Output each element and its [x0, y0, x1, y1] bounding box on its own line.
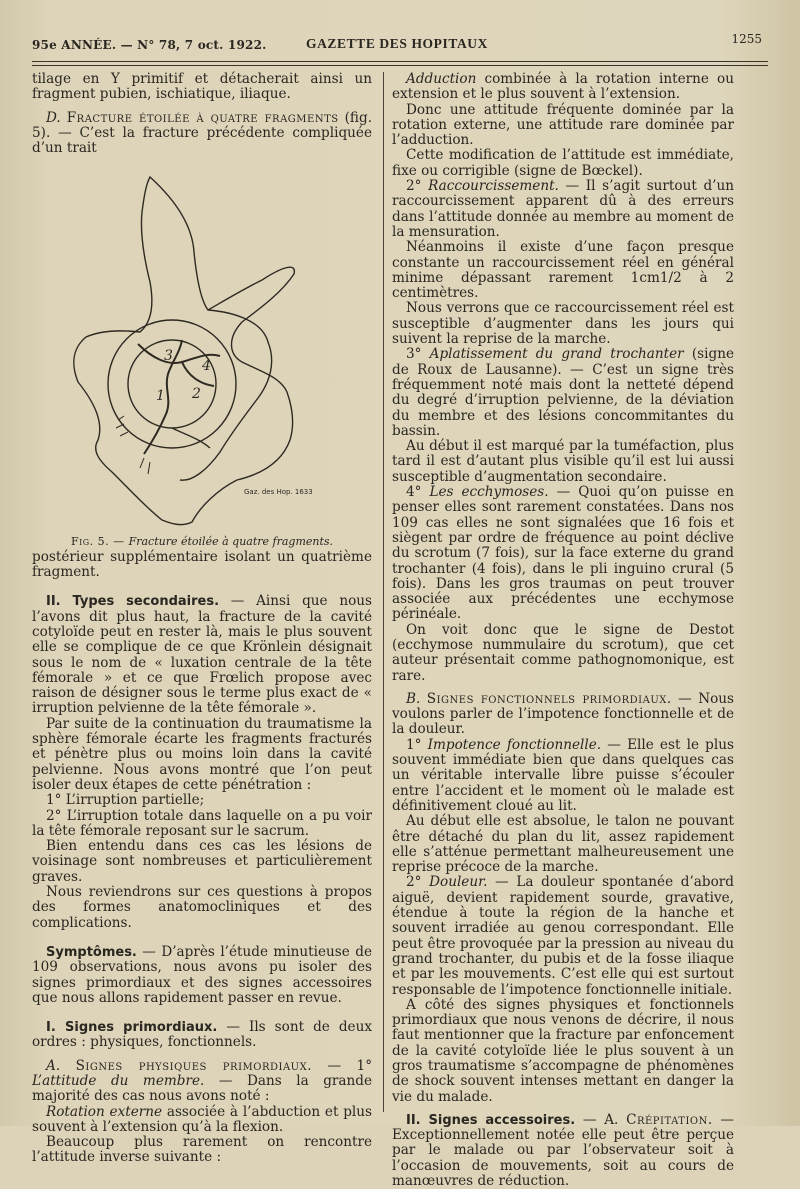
paragraph-types-secondaires: [32, 594, 372, 716]
paragraph-cette: Cette modification de l’attitude est immédiate, fixe ou corrigible (signe de Bœckel).: [392, 147, 734, 179]
journal-title: GAZETTE DES HOPITAUX: [305, 36, 489, 51]
figure-credit: Gaz. des Hop. 1633: [244, 488, 313, 497]
paragraph-verrons: Nous verrons que ce raccourcissement réel est susceptible d’augmenter dans les jours qui suivent la reprise de la marche.: [392, 300, 734, 348]
paragraph-signes-physiques: [32, 1059, 372, 1105]
num-aplatissement: 3°: [406, 346, 430, 363]
paragraph-debut: Au début il est marqué par la tuméfaction, plus tard il est d’autant plus visible qu’il est lui aussi susceptible d’augmentation secondaire.: [392, 438, 734, 485]
paragraph-adduction: [392, 72, 734, 103]
figure-number: Fig. 5. —: [70, 535, 129, 549]
column-divider: [383, 72, 384, 1112]
section-title: Fracture étoilée à quatre fragments: [66, 109, 339, 126]
fracture-diagram: [32, 162, 372, 532]
paragraph-onvoit: On voit donc que le signe de Destot (ecchymose nummulaire du scrotum), que cet auteur présentait comme pathognomonique, est rare.: [392, 621, 734, 684]
term-crepitation: Crépitation.: [626, 1111, 713, 1128]
list-item-1: 1° L’irruption partielle;: [46, 792, 205, 809]
fragment-label-1: 1: [156, 388, 165, 405]
figure-caption-text: Fracture étoilée à quatre fragments.: [128, 535, 334, 549]
text-signes-primordiaux: — Ils sont de deux ordres : physiques, fonctionnels.: [32, 1019, 372, 1051]
paragraph-neanmoins: Néanmoins il existe d’une façon presque constante un raccourcissement réel en général minime dépassant rarement 1cm1/2 à 2 centimètres.: [392, 239, 734, 302]
text-adduction: combinée à la rotation interne ou extension et le plus souvent à l’extension.: [392, 71, 734, 103]
num-douleur: 2°: [406, 874, 430, 891]
text-crepitation: — Exceptionnellement notée elle peut être perçue par le malade ou par l’observateur soit à l’occasion de mouvements, soit au cours de manœuvres de réduction.: [392, 1111, 734, 1189]
heading-symptomes: Symptômes.: [46, 944, 137, 960]
header-rule-top: [32, 61, 768, 62]
fragment-label-2: 2: [192, 386, 201, 403]
paragraph-douleur: [392, 875, 734, 997]
paragraph-audebut: Au début elle est absolue, le talon ne pouvant être détaché du plan du lit, assez rapidement elle s’atténue permettant malheureusement une reprise précoce de la marche.: [392, 813, 734, 876]
paragraph-signes-primordiaux: [32, 1020, 372, 1051]
paragraph-impotence: [392, 738, 734, 814]
term-aplatissement: Aplatissement du grand trochanter: [429, 346, 684, 363]
term-douleur: Douleur.: [429, 874, 488, 891]
paragraph-ecchymoses: [392, 485, 734, 623]
heading-signes-primordiaux: I. Signes primordiaux.: [46, 1020, 218, 1036]
pelvis-outline: [74, 177, 295, 525]
num-raccourcissement: 2°: [406, 178, 429, 195]
figure-caption: [32, 534, 372, 549]
paragraph-intro: tilage en Y primitif et détacherait ainsi un fragment pubien, ischiatique, iliaque.: [32, 71, 372, 103]
text-ecchymoses: — Quoi qu’on puisse en penser elles sont rarement constatées. Dans nos 109 cas elles ne sont signalées que 16 fois et siègent par ordre de fréquence au point déclive du scrotum (7 fois), sur la face externe du grand trochanter (4 fois), dans le pli inguino crural (5 fois). Dans les gros traumas on peut trouver associée aux précédentes une ecchymose périnéale.: [392, 484, 734, 623]
paragraph-posterior: postérieur supplémentaire isolant un quatrième fragment.: [32, 548, 372, 581]
paragraph-suite: Par suite de la continuation du traumatisme la sphère fémorale écarte les fragments fracturés et pénètre plus ou moins loin dans la cavité pelvienne. Nous avons montré que l’on peut isoler deux étapes de cette pénétration :: [32, 715, 372, 793]
text-attitude: — Dans la grande majorité des cas nous avons noté :: [32, 1072, 373, 1105]
figure-5: [32, 162, 372, 532]
list-item-2: 2° L’irruption totale dans laquelle on a pu voir la tête fémorale reposant sur le sacrum.: [32, 807, 372, 839]
paragraph-bien: Bien entendu dans ces cas les lésions de voisinage sont nombreuses et particulièrement graves.: [32, 838, 372, 885]
paragraph-signes-accessoires: [392, 1113, 734, 1189]
hatch-marks: [116, 416, 150, 474]
text-aplatissement: (signe de Roux de Lausanne). — C’est un signe très fréquemment noté mais dont la netteté dépend du degré d’irruption pelvienne, de la déviation du membre et des lésions concommitantes du bassin.: [392, 346, 734, 439]
paragraph-beaucoup: Beaucoup plus rarement on rencontre l’attitude inverse suivante :: [32, 1134, 372, 1166]
section-text: (fig. 5). — C’est la fracture précédente compliquée d’un trait: [32, 109, 373, 157]
paragraph-donc: Donc une attitude fréquente dominée par la rotation externe, une attitude rare dominée par l’adduction.: [392, 101, 734, 149]
term-raccourcissement: Raccourcissement.: [428, 178, 559, 195]
section-letter-accessoires: — A.: [575, 1111, 627, 1128]
text-impotence: — Elle est le plus souvent immédiate bien que dans quelques cas un véritable intervalle libre puisse s’écouler entre l’accident et le moment où le malade est définitivement cloué au lit.: [392, 736, 734, 814]
page-header: [32, 28, 762, 58]
subsection-attitude: L’attitude du membre.: [32, 1072, 205, 1089]
text-raccourcissement: — Il s’agit surtout d’un raccourcissement apparent dû à des erreurs dans l’attitude donnée au membre au moment de la mensuration.: [392, 178, 734, 240]
text-types-secondaires: — Ainsi que nous l’avons dit plus haut, la fracture de la cavité cotyloïde peut en rester là, mais le plus souvent elle se complique de ce que Krönlein désignait sous le nom de « luxation centrale de la tête fémorale » et ce que Frœlich propose avec raison de désigner sous le terme plus exact de « irruption pelvienne de la tête fémorale ».: [32, 593, 372, 717]
num-impotence: 1°: [406, 736, 428, 753]
issue-info: 95e ANNÉE. — N° 78, 7 oct. 1922.: [32, 38, 267, 52]
term-rotation: Rotation externe: [46, 1103, 163, 1120]
heading-signes-accessoires: II. Signes accessoires.: [406, 1112, 576, 1128]
paragraph-aplatissement: [392, 347, 734, 439]
section-dash-a: — 1°: [312, 1057, 373, 1074]
num-ecchymoses: 4°: [406, 484, 430, 501]
section-letter-a: A.: [46, 1057, 76, 1074]
paragraph-rotation: [32, 1105, 372, 1136]
paragraph-signes-fonctionnels: [392, 692, 734, 738]
text-rotation: associée à l’abduction et plus souvent à l’extension qu’à la flexion.: [32, 1103, 372, 1135]
left-column: [32, 72, 372, 1166]
header-rule-bottom: [32, 65, 768, 66]
section-title-a: Signes physiques primordiaux.: [75, 1057, 313, 1074]
paragraph-symptomes: [32, 945, 372, 1006]
section-title-b: Signes fonctionnels primordiaux.: [426, 690, 672, 707]
paragraph-cote: A côté des signes physiques et fonctionnels primordiaux que nous venons de décrire, il nous faut mentionner que la fracture par enfoncement de la cavité cotyloïde liée le plus souvent à un gros traumatisme s’accompagne de phénomènes de shock souvent intenses mettant en danger la vie du malade.: [392, 996, 734, 1105]
text-symptomes: — D’après l’étude minutieuse de 109 observations, nous avons pu isoler des signes primordiaux et des signes accessoires que nous allons rapidement passer en revue.: [32, 943, 372, 1006]
fragment-label-3: 3: [164, 348, 173, 365]
right-column: [392, 72, 734, 1189]
heading-types-secondaires: II. Types secondaires.: [46, 594, 220, 610]
section-letter: D.: [46, 109, 67, 126]
term-impotence: Impotence fonctionnelle.: [427, 736, 602, 753]
text-douleur: — La douleur spontanée d’abord aiguë, devient rapidement sourde, gravative, étendue à toute la région de la hanche et souvent irradiée au genou correspondant. Elle peut être provoquée par la pression au niveau du grand trochanter, du pubis et de la fosse iliaque et par les mouvements. C’est elle qui est surtout responsable de l’impotence fonctionnelle initiale.: [392, 874, 734, 998]
paragraph-nous: Nous reviendrons sur ces questions à propos des formes anatomocliniques et des complications.: [32, 884, 372, 931]
page-number: 1255: [731, 32, 762, 46]
paragraph-fracture-d: [32, 111, 372, 157]
term-adduction: Adduction: [406, 71, 477, 87]
fragment-label-4: 4: [202, 358, 211, 375]
text-signes-fonctionnels: — Nous voulons parler de l’impotence fonctionnelle et de la douleur.: [392, 690, 734, 738]
section-letter-b: B.: [406, 690, 427, 707]
paragraph-raccourcissement: [392, 179, 734, 240]
term-ecchymoses: Les ecchymoses.: [429, 484, 549, 501]
acetabulum-outer: [108, 320, 236, 448]
